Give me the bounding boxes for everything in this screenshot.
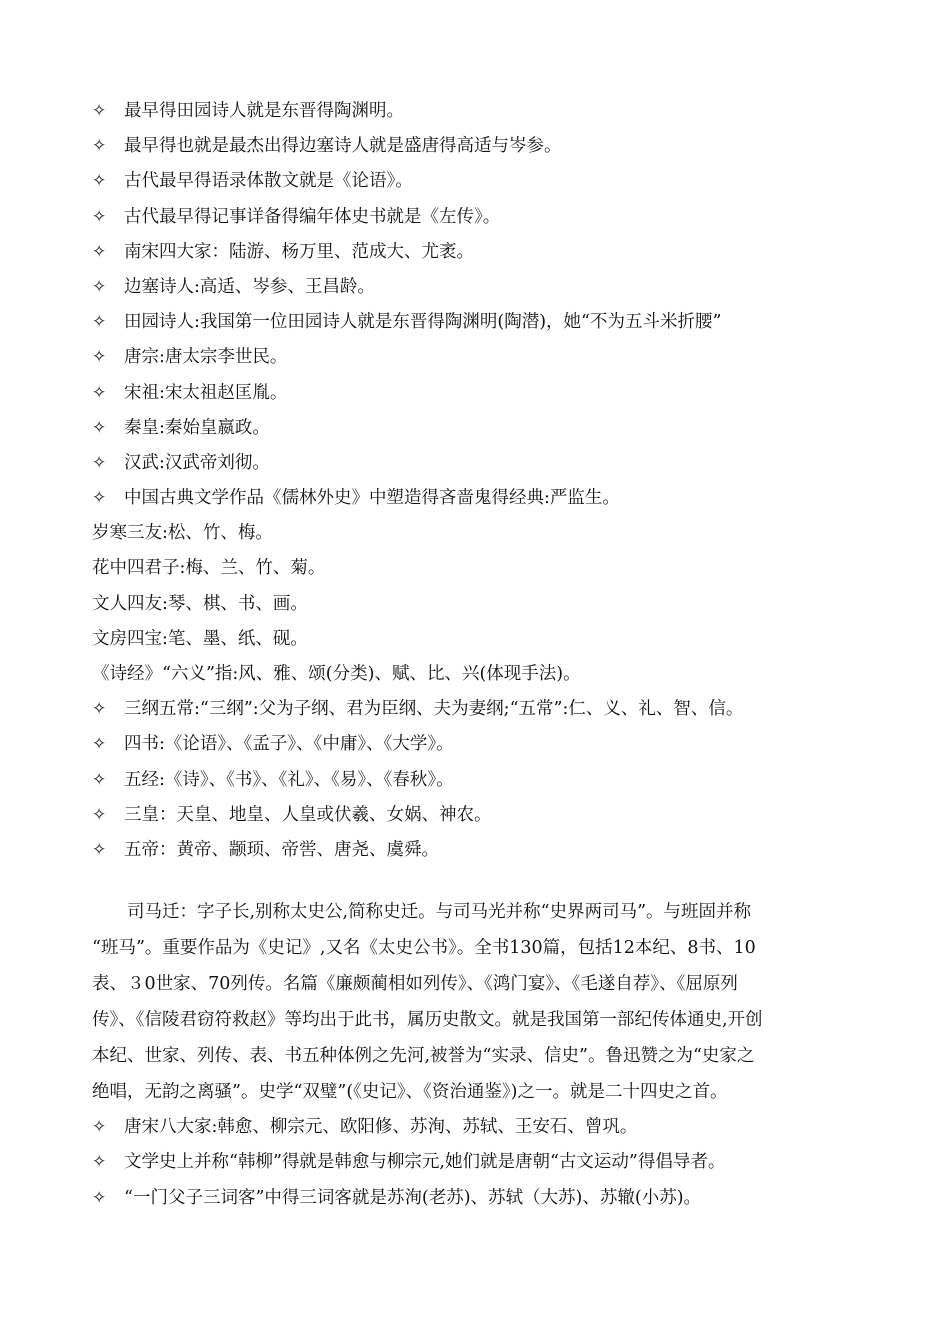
list-item-text: 五帝：黄帝、颛顼、帝喾、唐尧、虞舜。: [124, 839, 439, 860]
list-item-text: 四书:《论语》、《孟子》、《中庸》、《大学》。: [124, 734, 454, 755]
list-item-text: 田园诗人:我国第一位田园诗人就是东晋得陶渊明(陶潜)，她“不为五斗米折腰”: [124, 312, 722, 333]
diamond-bullet-icon: ✧: [92, 1152, 107, 1173]
paragraph-line: 表、３0世家、70列传。名篇《廉颇蔺相如列传》、《鸿门宴》、《毛遂自荐》、《屈原列: [92, 974, 738, 995]
list-item: [92, 833, 862, 868]
list-item: [92, 305, 862, 340]
plain-line: 岁寒三友:松、竹、梅。: [92, 523, 273, 544]
diamond-bullet-icon: ✧: [92, 206, 107, 227]
diamond-bullet-icon: ✧: [92, 347, 107, 368]
plain-line: 文房四宝:笔、墨、纸、砚。: [92, 628, 308, 649]
diamond-bullet-icon: ✧: [92, 1187, 107, 1208]
diamond-bullet-icon: ✧: [92, 276, 107, 297]
list-item-text: 汉武:汉武帝刘彻。: [124, 452, 270, 473]
diamond-bullet-icon: ✧: [92, 452, 107, 473]
list-item: [92, 129, 862, 164]
diamond-bullet-icon: ✧: [92, 1117, 107, 1138]
list-item: [92, 798, 862, 833]
plain-line: 文人四友:琴、棋、书、画。: [92, 593, 308, 614]
list-item-text: 最早得田园诗人就是东晋得陶渊明。: [124, 101, 404, 121]
list-item: [92, 763, 862, 798]
list-item: [92, 411, 862, 446]
list-item: [92, 446, 862, 481]
list-item-text: 唐宋八大家:韩愈、柳宗元、欧阳修、苏洵、苏轼、王安石、曾巩。: [124, 1117, 638, 1138]
list-item: [92, 1145, 862, 1180]
list-item: [92, 235, 862, 270]
list-item-text: 三纲五常:“三纲”:父为子纲、君为臣纲、夫为妻纲;“五常”:仁、义、礼、智、信。: [124, 699, 744, 720]
diamond-bullet-icon: ✧: [92, 488, 107, 509]
diamond-bullet-icon: ✧: [92, 312, 107, 333]
list-item-text: “一门父子三词客”中得三词客就是苏洵(老苏)、苏轼（大苏)、苏辙(小苏)。: [124, 1187, 702, 1208]
paragraph-line: 本纪、世家、列传、表、书五种体例之先河,被誉为“实录、信史”。鲁迅赞之为“史家之: [92, 1046, 755, 1067]
diamond-bullet-icon: ✧: [92, 734, 107, 755]
diamond-bullet-icon: ✧: [92, 699, 107, 720]
diamond-bullet-icon: ✧: [92, 171, 107, 192]
list-item-text: 南宋四大家：陆游、杨万里、范成大、尤袤。: [124, 241, 474, 262]
list-item: [92, 481, 862, 516]
diamond-bullet-icon: ✧: [92, 417, 107, 438]
list-item: [92, 164, 862, 199]
list-item-text: 唐宗:唐太宗李世民。: [124, 347, 288, 368]
list-item: [92, 200, 862, 235]
list-item-text: 最早得也就是最杰出得边塞诗人就是盛唐得高适与岑参。: [124, 136, 562, 157]
diamond-bullet-icon: ✧: [92, 769, 107, 790]
paragraph-line: 司马迁：字子长,别称太史公,简称史迁。与司马光并称“史界两司马”。与班固并称: [127, 902, 752, 923]
diamond-bullet-icon: ✧: [92, 382, 107, 403]
diamond-bullet-icon: ✧: [92, 136, 107, 157]
paragraph-line: 传》、《信陵君窃符救赵》等均出于此书，属历史散文。就是我国第一部纪传体通史,开创: [92, 1010, 763, 1031]
list-item-text: 三皇：天皇、地皇、人皇或伏羲、女娲、神农。: [124, 804, 492, 825]
diamond-bullet-icon: ✧: [92, 241, 107, 262]
list-item: [92, 692, 862, 727]
paragraph-line: 绝唱，无韵之离骚”。史学“双璧”(《史记》、《资治通鉴》)之一。就是二十四史之首。: [92, 1082, 728, 1103]
list-item: [92, 727, 862, 762]
list-item-text: 文学史上并称“韩柳”得就是韩愈与柳宗元,她们就是唐朝“古文运动”得倡导者。: [124, 1152, 726, 1173]
paragraph-line: “班马”。重要作品为《史记》,又名《太史公书》。全书130篇，包括12本纪、8书、10: [92, 938, 756, 959]
list-item-text: 古代最早得语录体散文就是《论语》。: [124, 171, 413, 192]
list-item: [92, 376, 862, 411]
list-item-text: 秦皇:秦始皇嬴政。: [124, 417, 270, 438]
list-item-text: 中国古典文学作品《儒林外史》中塑造得吝啬鬼得经典:严监生。: [124, 488, 620, 509]
diamond-bullet-icon: ✧: [92, 101, 107, 121]
list-item-text: 古代最早得记事详备得编年体史书就是《左传》。: [124, 206, 501, 227]
list-item: [92, 340, 862, 375]
list-item: [92, 1110, 862, 1145]
list-item: [92, 1181, 862, 1216]
list-item: [92, 270, 862, 305]
diamond-bullet-icon: ✧: [92, 839, 107, 860]
plain-line: 《诗经》“六义”指:风、雅、颂(分类)、赋、比、兴(体现手法)。: [92, 664, 581, 684]
plain-line: 花中四君子:梅、兰、竹、菊。: [92, 558, 326, 579]
document-content: [92, 94, 862, 1216]
list-item-text: 边塞诗人:高适、岑参、王昌龄。: [124, 276, 375, 297]
list-item-text: 五经:《诗》、《书》、《礼》、《易》、《春秋》。: [124, 769, 454, 790]
sima-qian-paragraph: [92, 894, 862, 1110]
list-item: [92, 94, 862, 129]
diamond-bullet-icon: ✧: [92, 804, 107, 825]
list-item-text: 宋祖:宋太祖赵匡胤。: [124, 382, 288, 403]
